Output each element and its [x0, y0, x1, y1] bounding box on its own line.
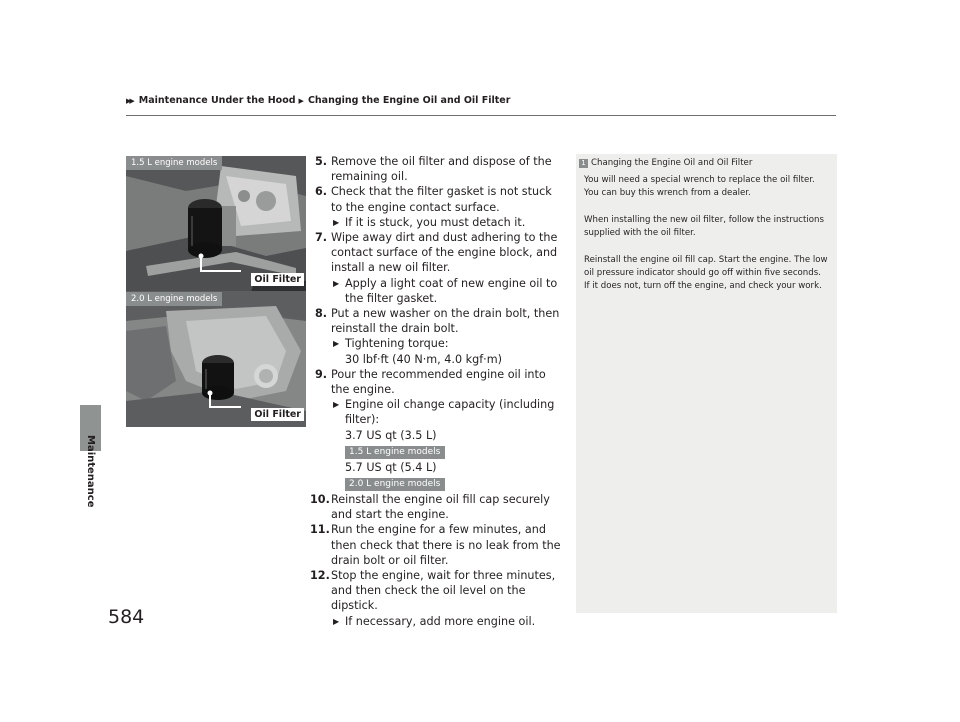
step-7: 7. Wipe away dirt and dust adhering to the contact surface of the engine block, and install a new oil filter. ▶ Apply a light coat of new engine oil to the filter gasket. [310, 230, 562, 306]
step-9: 9. Pour the recommended engine oil into the engine. ▶ Engine oil change capacity (including filter): 3.7 US qt (3.5 L) 1.5 L engine models 5.7 US qt (5.4 L) 2.0 L engine models [310, 367, 562, 492]
double-arrow-icon: ▶▶ [126, 96, 133, 105]
oil-filter-callout: Oil Filter [251, 408, 304, 421]
step-5: 5. Remove the oil filter and dispose of the remaining oil. [314, 155, 552, 184]
procedure-steps [310, 154, 562, 629]
note-paragraph: You will need a special wrench to replace the oil filter. You can buy this wrench from a dealer. [584, 175, 815, 198]
arrow-icon: ▶ [333, 278, 340, 288]
sub-item: ▶ If necessary, add more engine oil. [333, 614, 536, 628]
step-12: 12. Stop the engine, wait for three minutes, and then check the oil level on the dipstick. ▶ If necessary, add more engine oil. [310, 568, 562, 629]
capacity-value: 5.7 US qt (5.4 L) [345, 460, 437, 474]
page-number: 584 [108, 606, 145, 628]
reference-icon: 1 [579, 159, 588, 168]
oil-filter-callout: Oil Filter [251, 273, 304, 286]
sub-item: ▶ Apply a light coat of new engine oil to the filter gasket. [333, 276, 558, 305]
sub-item: ▶ Engine oil change capacity (including filter): [333, 398, 555, 427]
note-paragraph: When installing the new oil filter, follow the instructions supplied with the oil filter. [584, 215, 824, 238]
model-tag: 1.5 L engine models [126, 156, 222, 170]
breadcrumb-topic[interactable]: Changing the Engine Oil and Oil Filter [307, 95, 511, 106]
capacity-value: 3.7 US qt (3.5 L) [345, 428, 437, 442]
breadcrumb-section[interactable]: Maintenance Under the Hood [138, 95, 296, 106]
sub-item: ▶ Tightening torque: [333, 337, 449, 351]
step-11: 11. Run the engine for a few minutes, and then check that there is no leak from the drain bolt or oil filter. [310, 523, 561, 567]
notes-panel [576, 154, 837, 613]
breadcrumb [126, 95, 510, 106]
arrow-icon: ▶ [333, 400, 340, 410]
arrow-icon: ▶ [333, 217, 340, 227]
header-rule [126, 115, 836, 116]
note-paragraph: Reinstall the engine oil fill cap. Start the engine. The low oil pressure indicator should go off within five seconds. If it does not, turn off the engine, and check your work. [584, 255, 828, 291]
model-tag: 1.5 L engine models [345, 446, 445, 459]
arrow-icon: ▶ [333, 339, 340, 349]
torque-value: 30 lbf·ft (40 N·m, 4.0 kgf·m) [345, 352, 502, 366]
notes-title[interactable]: 1 Changing the Engine Oil and Oil Filter [579, 157, 752, 170]
model-tag: 2.0 L engine models [345, 478, 445, 491]
step-8: 8. Put a new washer on the drain bolt, then reinstall the drain bolt. ▶ Tightening torque: 30 lbf·ft (40 N·m, 4.0 kgf·m) [310, 306, 562, 367]
arrow-icon: ▶ [298, 96, 302, 105]
arrow-icon: ▶ [333, 616, 340, 626]
engine-photo-1-5l [126, 156, 306, 292]
step-10: 10. Reinstall the engine oil fill cap securely and start the engine. [310, 493, 550, 522]
section-label: Maintenance [85, 435, 96, 508]
engine-photo-2-0l [126, 291, 306, 427]
sub-item: ▶ If it is stuck, you must detach it. [333, 215, 526, 229]
step-6: 6. Check that the filter gasket is not stuck to the engine contact surface. ▶ If it is stuck, you must detach it. [310, 184, 562, 230]
model-tag: 2.0 L engine models [126, 292, 222, 306]
